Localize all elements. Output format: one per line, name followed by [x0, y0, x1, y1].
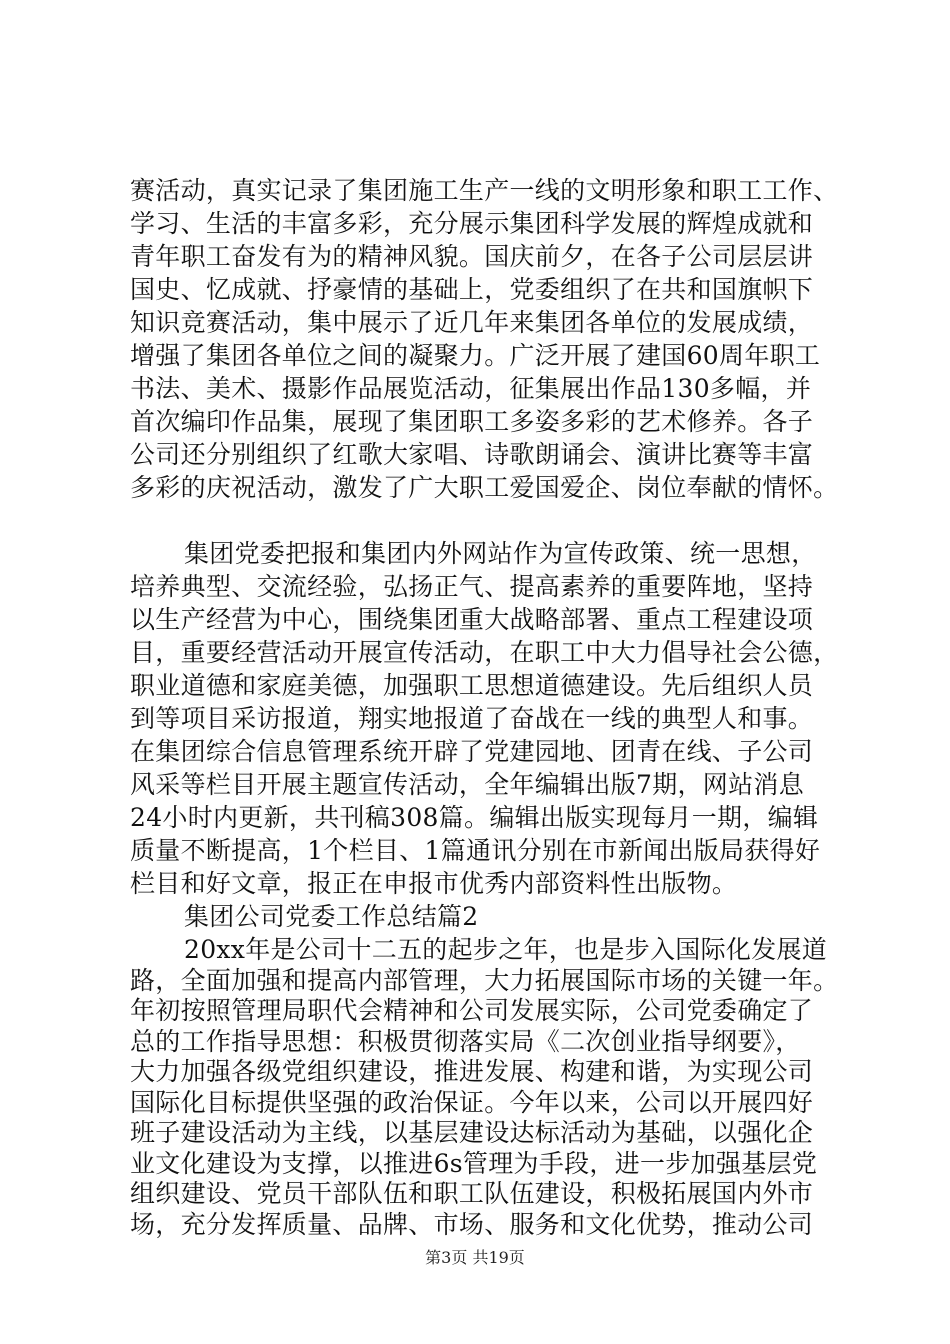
text-line: 栏目和好文章，报正在申报市优秀内部资料性出版物。	[130, 869, 738, 898]
text-line: 总的工作指导思想：积极贯彻落实局《二次创业指导纲要》，	[130, 1026, 801, 1056]
text-line: 大力加强各级党组织建设，推进发展、构建和谐，为实现公司	[130, 1057, 814, 1086]
text-line: 青年职工奋发有为的精神风貌。国庆前夕，在各子公司层层讲	[130, 242, 814, 271]
text-line: 场，充分发挥质量、品牌、市场、服务和文化优势，推动公司	[130, 1209, 814, 1239]
text-line: 路，全面加强和提高内部管理，大力拓展国际市场的关键一年。	[130, 965, 839, 995]
text-line: 职业道德和家庭美德，加强职工思想道德建设。先后组织人员	[130, 671, 814, 700]
text-line: 20xx年是公司十二五的起步之年，也是步入国际化发展道	[184, 935, 828, 964]
text-line: 班子建设活动为主线，以基层建设达标活动为基础，以强化企	[130, 1118, 814, 1147]
text-line: 公司还分别组织了红歌大家唱、诗歌朗诵会、演讲比赛等丰富	[130, 440, 814, 469]
text-line: 业文化建设为支撑，以推进6s管理为手段，进一步加强基层党	[130, 1148, 818, 1178]
text-line: 组织建设、党员干部队伍和职工队伍建设，积极拓展国内外市	[130, 1179, 814, 1208]
text-line: 培养典型、交流经验，弘扬正气、提高素养的重要阵地，坚持	[130, 572, 814, 601]
text-line: 学习、生活的丰富多彩，充分展示集团科学发展的辉煌成就和	[130, 209, 814, 238]
text-line: 赛活动，真实记录了集团施工生产一线的文明形象和职工工作、	[130, 176, 839, 205]
text-line: 到等项目采访报道，翔实地报道了奋战在一线的典型人和事。	[130, 704, 814, 733]
text-line: 风采等栏目开展主题宣传活动，全年编辑出版7期，网站消息	[130, 770, 805, 799]
text-line: 国史、忆成就、抒豪情的基础上，党委组织了在共和国旗帜下	[130, 275, 814, 304]
text-line: 集团党委把报和集团内外网站作为宣传政策、统一思想，	[184, 539, 817, 568]
section-heading: 集团公司党委工作总结篇2	[184, 902, 479, 931]
text-line: 国际化目标提供坚强的政治保证。今年以来，公司以开展四好	[130, 1087, 814, 1117]
text-line: 多彩的庆祝活动，激发了广大职工爱国爱企、岗位奉献的情怀。	[130, 473, 839, 502]
page-number-footer: 第3页 共19页	[425, 1248, 525, 1267]
text-line: 年初按照管理局职代会精神和公司发展实际，公司党委确定了	[130, 996, 814, 1025]
text-line: 知识竞赛活动，集中展示了近几年来集团各单位的发展成绩，	[130, 308, 814, 337]
text-line: 书法、美术、摄影作品展览活动，征集展出作品130多幅，并	[130, 374, 812, 403]
text-line: 首次编印作品集，展现了集团职工多姿多彩的艺术修养。各子	[130, 407, 814, 436]
text-line: 增强了集团各单位之间的凝聚力。广泛开展了建国60周年职工	[130, 341, 821, 370]
text-line: 质量不断提高，1个栏目、1篇通讯分别在市新闻出版局获得好	[130, 836, 821, 865]
text-line: 24小时内更新，共刊稿308篇。编辑出版实现每月一期，编辑	[130, 803, 819, 832]
text-line: 目，重要经营活动开展宣传活动，在职工中大力倡导社会公德，	[130, 638, 839, 667]
text-line: 以生产经营为中心，围绕集团重大战略部署、重点工程建设项	[130, 605, 814, 634]
text-line: 在集团综合信息管理系统开辟了党建园地、团青在线、子公司	[130, 737, 814, 766]
